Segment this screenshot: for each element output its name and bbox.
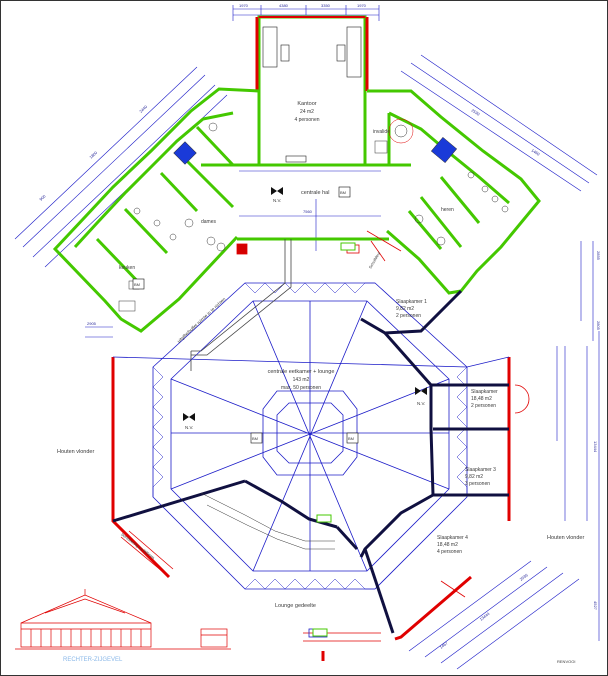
bm-label-left: BM	[252, 436, 258, 441]
slaapkamer-3-name: Slaapkamer 3	[465, 467, 496, 473]
kantoor-room	[257, 17, 367, 165]
houten-vlonder-right: Houten vlonder	[547, 535, 585, 541]
slaapkamer-1-area: 9,82 m2	[396, 306, 415, 312]
invalide-label: invalide	[373, 129, 390, 135]
slaapkamer-3-capacity: 3 personen	[465, 481, 491, 487]
dim-br-3: 1467	[438, 640, 449, 650]
dim-diag-1: 900	[38, 193, 47, 202]
renvooi-note: RENVOOI	[557, 659, 576, 664]
slaapkamer-1-name: Slaapkamer 1	[396, 299, 427, 305]
kantoor-capacity: 4 personen	[294, 117, 320, 123]
elevation-title: RECHTER-ZIJGEVEL	[63, 657, 123, 663]
slaapkamer-3-area: 9,82 m2	[465, 474, 484, 480]
slaapkamer-2-area: 18,48 m2	[471, 396, 492, 402]
right-wing-fixtures	[375, 119, 508, 245]
bm-label-keuken: BM	[134, 282, 140, 287]
dim-diag-2: 1800	[88, 150, 99, 160]
dames-label: dames	[201, 219, 217, 225]
right-wing	[367, 91, 539, 293]
nv-label-hal: N.V.	[273, 198, 282, 203]
elevation-drawing	[15, 589, 231, 649]
slaapkamer-2-capacity: 2 personen	[471, 403, 497, 409]
dim-right-3: 2855	[596, 251, 601, 260]
dim-rdiag-1: 2530	[470, 107, 481, 117]
dim-hal-width: 7560	[303, 209, 312, 214]
dim-diag-3: 2440	[138, 104, 149, 114]
centrale-hal-label: centrale hal	[301, 190, 330, 196]
kantoor-area: 24 m2	[300, 109, 314, 115]
dim-top-1: 1970	[239, 3, 248, 8]
floor-plan	[1, 1, 607, 675]
buffet-note: uitgifte/buffet ruimte in te richten	[176, 296, 227, 344]
slaapkamer-4-name: Slaapkamer 4	[437, 535, 468, 541]
slaapkamer-1-capacity: 2 personen	[396, 313, 422, 319]
dim-right-2: 4527	[593, 601, 598, 610]
dim-top-2: 4380	[279, 3, 288, 8]
dim-right-1: 13444	[593, 441, 598, 453]
slaapkamer-2-name: Slaapkamer	[471, 389, 498, 395]
heren-label: heren	[441, 207, 454, 213]
dim-left-1: 2905	[87, 321, 96, 326]
dim-right-4: 2805	[596, 321, 601, 330]
dim-br-1: 2536	[518, 572, 529, 582]
slaapkamer-4-capacity: 4 personen	[437, 549, 463, 555]
dim-rdiag-2: 1460	[530, 147, 541, 157]
dim-top-3: 3350	[321, 3, 330, 8]
nv-label-right: N.V.	[417, 401, 426, 406]
bedroom-walls	[113, 291, 509, 633]
eetkamer-name: centrale eetkamer + lounge	[267, 369, 335, 375]
dimension-labels	[38, 3, 601, 650]
keuken-label: keuken	[119, 265, 136, 271]
dim-top-4: 1970	[357, 3, 366, 8]
left-wing	[55, 89, 259, 331]
bm-label-hal: BM	[340, 190, 346, 195]
lounge-label: Lounge gedeelte	[275, 603, 316, 609]
kantoor-name: Kantoor	[297, 101, 317, 107]
vlonder-note: borstwering ca 600mm	[120, 531, 156, 561]
eetkamer-area: 143 m2	[292, 377, 310, 383]
bm-label-right: BM	[348, 436, 354, 441]
nv-label-left: N.V.	[185, 425, 194, 430]
houten-vlonder-left: Houten vlonder	[57, 449, 95, 455]
dim-br-2: 13444	[478, 611, 491, 622]
centrale-hal-walls	[201, 165, 411, 239]
eetkamer-capacity: max. 50 personen	[280, 385, 322, 391]
hall-corridor	[191, 239, 291, 371]
slaapkamer-4-area: 18,48 m2	[437, 542, 458, 548]
schuifdeur-note: Schuifdeur	[367, 250, 382, 270]
